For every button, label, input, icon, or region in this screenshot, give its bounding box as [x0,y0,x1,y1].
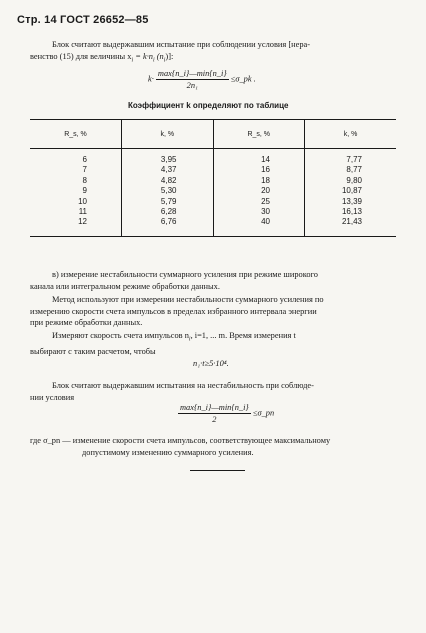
formula-suffix: ≤σ_pk . [230,74,256,84]
paragraph-line: допустимому изменению суммарного усиления. [82,447,254,457]
header-rs-2: R_s, % [213,120,305,149]
cell-rs: 11 [78,207,87,217]
paragraph-method-c [30,269,400,292]
cell-rs: 9 [82,186,87,196]
formula-time-condition: n₁·t≥5·10⁴. [193,359,229,368]
cell-k: 5,30 [122,186,214,196]
cell-rs: 7 [82,165,87,175]
end-rule [190,470,245,471]
cell-k: 9,80 [305,176,397,186]
cell-rs: 6 [82,155,87,164]
paragraph-line: Метод используют при измерении нестабильности суммарного усиления по [52,295,324,304]
paragraph-line: где σ_pn — изменение скорости счета импульсов, соответствующее максимальному [30,436,331,445]
cell-rs: 14 [213,149,305,166]
paragraph-line: канала или интегральном режиме обработки данных. [30,281,220,291]
formula-numerator: max{n_i}—min{n_i} [180,403,249,412]
table-caption: Коэффициент k определяют по таблице [128,101,289,110]
table-row [30,165,396,175]
table-row [30,186,396,196]
cell-k: 13,39 [305,197,397,207]
paragraph-line: измерению скорости счета импульсов в пределах избранного интервала энергии [30,306,317,316]
formula-k-condition [148,68,256,91]
cell-k: 3,95 [122,149,214,166]
cell-k: 5,79 [122,197,214,207]
cell-rs: 30 [213,207,305,217]
formula-suffix: ≤σ_pn [252,408,275,418]
paragraph-condition [30,39,400,67]
cell-rs: 25 [213,197,305,207]
cell-rs: 8 [82,175,87,185]
cell-rs: 40 [213,217,305,236]
paragraph-measure [30,330,400,358]
text-fragment: Измеряют скорость счета импульсов n [52,331,189,340]
table-row [30,207,396,217]
header-rs-1: R_s, % [30,120,122,149]
paragraph-line: Измеряют скорость счета импульсов $n_i$, i=1, ... m. Время измерения t [52,331,296,343]
formula-denominator: 2 [212,415,217,424]
cell-k: 7,77 [305,149,397,166]
paragraph-method-usage [30,294,400,329]
cell-k: 8,77 [305,165,397,175]
page-header: Стр. 14 ГОСТ 26652—85 [17,14,149,26]
cell-rs: 10 [78,196,87,206]
paragraph-definition [30,435,400,458]
paragraph-line: в) измерение нестабильности суммарного усиления при режиме широкого [52,270,318,279]
cell-rs: 16 [213,165,305,175]
text-fragment: = k·n [133,51,153,61]
paragraph-line: нии условия [30,392,75,402]
cell-k: 4,37 [122,165,214,175]
table-row [30,149,396,166]
table-row [30,197,396,207]
formula-denominator: 2n₁ [186,81,198,90]
formula-fraction [178,402,251,425]
table-row [30,176,396,186]
cell-rs: 20 [213,186,305,196]
table-header-row [30,120,396,149]
cell-k: 6,28 [122,207,214,217]
text-fragment: венство (15) для величины x [30,51,132,61]
coefficient-table [30,119,396,237]
formula-fraction [156,68,229,91]
paragraph-stability-condition [30,380,400,403]
text-fragment: )]: [165,51,174,61]
cell-k: 6,76 [122,217,214,236]
text-fragment: (n [154,51,164,61]
formula-numerator: max{n_i}—min{n_i} [157,69,227,78]
formula-prefix: k· [148,74,154,84]
cell-k: 21,43 [305,217,397,236]
cell-rs: 18 [213,176,305,186]
cell-k: 10,87 [305,186,397,196]
table-row [30,217,396,236]
paragraph-line: Блок считают выдержавшим испытание при соблюдении условия [нера- [52,40,311,49]
formula-stability [178,402,274,425]
paragraph-line: Блок считают выдержавшим испытания на нестабильность при соблюде- [52,381,314,390]
paragraph-line: при режиме обработки данных. [30,318,143,327]
header-k-2: k, % [305,120,397,149]
text-fragment: , i=1, ... m. Время измерения t [190,331,296,340]
header-k-1: k, % [122,120,214,149]
paragraph-line: выбирают с таким расчетом, чтобы [30,347,156,357]
cell-k: 16,13 [305,207,397,217]
paragraph-line: венство (15) для величины $x_i = k\cdot n_i$ $(n_i)$]: [30,51,174,64]
cell-k: 4,82 [122,176,214,186]
cell-rs: 12 [78,217,87,227]
